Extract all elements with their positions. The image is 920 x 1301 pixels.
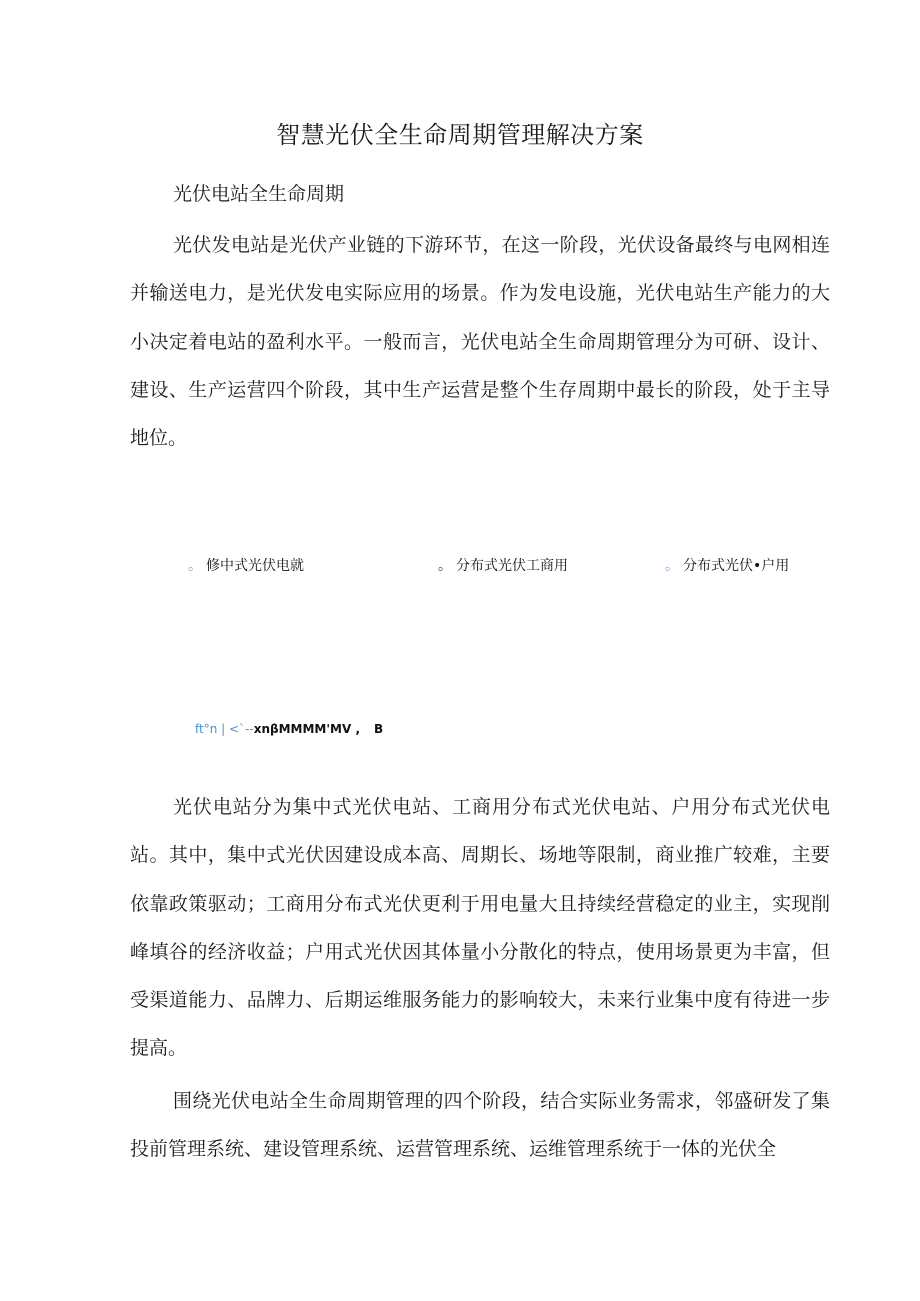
bullet-icon: 。 <box>188 558 202 574</box>
figure-item-label: 分布式光伏工商用 <box>456 558 568 574</box>
figure-caption-part: xnβMMMM'MV , <box>253 722 360 736</box>
body-paragraph: 光伏发电站是光伏产业链的下游环节，在这一阶段，光伏设备最终与电网相连并输送电力，是光伏发电实际应用的场景。作为发电设施，光伏电站生产能力的大小决定着电站的盈利水平。一般而言，光伏电站全生命周期管理分为可研、设计、建设、生产运营四个阶段，其中生产运营是整个生存周期中最长的阶段，处于主导地位。 <box>130 234 830 450</box>
section-heading: 光伏电站全生命周期 <box>173 183 345 205</box>
body-paragraph: 光伏电站分为集中式光伏电站、工商用分布式光伏电站、户用分布式光伏电站。其中，集中式光伏因建设成本高、周期长、场地等限制，商业推广较难，主要依靠政策驱动；工商用分布式光伏更利于用电量大且持续经营稳定的业主，实现削峰填谷的经济收益；户用式光伏因其体量小分散化的特点，使用场景更为丰富，但受渠道能力、品牌力、后期运维服务能力的影响较大，未来行业集中度有待进一步提高。 <box>130 796 830 1060</box>
figure-item-household <box>665 555 789 577</box>
figure-caption-part: ft°n | <`-- <box>195 722 254 736</box>
figure-station-types <box>0 540 920 760</box>
body-paragraph: 围绕光伏电站全生命周期管理的四个阶段，结合实际业务需求，邻盛研发了集投前管理系统、建设管理系统、运营管理系统、运维管理系统于一体的光伏全 <box>130 1090 830 1161</box>
figure-item-commercial <box>438 555 568 577</box>
figure-item-label: 分布式光伏•户用 <box>683 558 790 574</box>
bullet-icon: 。 <box>438 558 452 574</box>
figure-caption-part: B <box>374 722 384 736</box>
figure-item-label: 修中式光伏电就 <box>206 558 304 574</box>
figure-caption <box>195 720 383 738</box>
bullet-icon: 。 <box>665 558 679 574</box>
page-title: 智慧光伏全生命周期管理解决方案 <box>276 121 644 149</box>
figure-item-centralized <box>188 555 304 577</box>
